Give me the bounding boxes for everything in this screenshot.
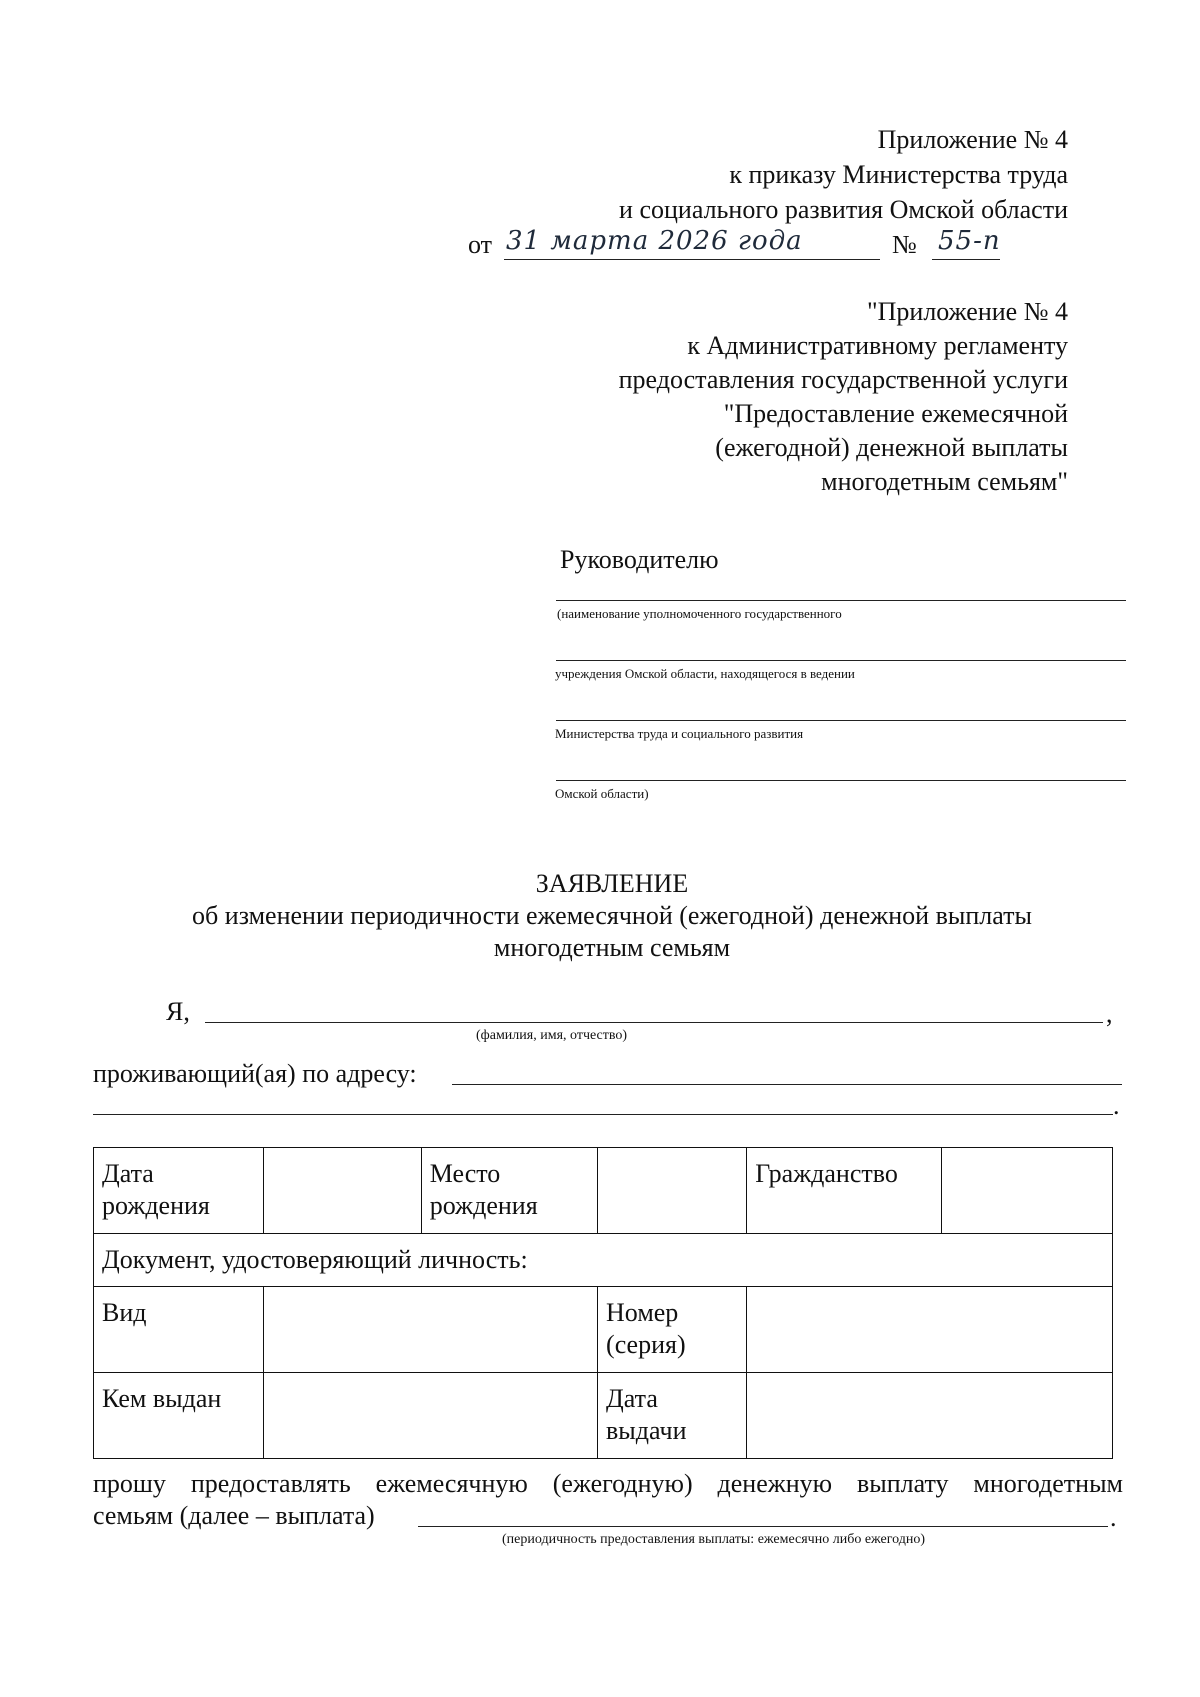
regulation-line6: многодетным семьям": [821, 467, 1068, 496]
birth-date-field[interactable]: [264, 1148, 421, 1234]
order-appendix-line2: к приказу Министерства труда: [729, 160, 1068, 189]
issued-by-field[interactable]: [264, 1373, 598, 1459]
handwritten-number: 55-п: [938, 226, 1001, 256]
issue-date-label: Дата выдачи: [598, 1373, 747, 1459]
doc-kind-field[interactable]: [264, 1287, 598, 1373]
doc-number-field[interactable]: [747, 1287, 1113, 1373]
addressee-note-2: учреждения Омской области, находящегося в ведении: [555, 666, 855, 681]
regulation-line2: к Административному регламенту: [687, 331, 1068, 360]
addressee-note-3: Министерства труда и социального развития: [555, 726, 804, 741]
date-underline: [504, 259, 880, 260]
addressee-line-3: [556, 720, 1126, 721]
document-subtitle-line2: многодетным семьям: [493, 933, 731, 962]
fio-input-line[interactable]: [205, 1022, 1103, 1023]
applicant-data-table: [93, 1147, 1113, 1459]
addressee-line-2: [556, 660, 1126, 661]
regulation-line5: (ежегодной) денежной выплаты: [715, 433, 1068, 462]
number-label: №: [892, 230, 917, 259]
handwritten-date: 31 марта 2026 года: [506, 226, 803, 256]
birth-place-label: Место рождения: [421, 1148, 597, 1234]
order-date-number-row: [468, 226, 1068, 265]
addressee-note-4: Омской области): [555, 786, 649, 801]
id-document-header: Документ, удостоверяющий личность:: [94, 1234, 1113, 1287]
address-label: проживающий(ая) по адресу:: [93, 1059, 417, 1088]
issued-by-label: Кем выдан: [94, 1373, 264, 1459]
addressee-title: Руководителю: [560, 545, 719, 574]
order-appendix-block: [468, 124, 1068, 264]
issue-date-field[interactable]: [747, 1373, 1113, 1459]
document-subtitle-line1: об изменении периодичности ежемесячной (ежегодной) денежной выплаты: [192, 901, 1032, 930]
birth-place-field[interactable]: [598, 1148, 747, 1234]
date-prefix: от: [468, 230, 493, 259]
address-input-line-1[interactable]: [452, 1084, 1122, 1085]
payment-period-note: (периодичность предоставления выплаты: ежемесячно либо ежегодно): [502, 1532, 926, 1547]
birth-date-label: Дата рождения: [94, 1148, 264, 1234]
table-row: [94, 1234, 1113, 1287]
fio-note: (фамилия, имя, отчество): [476, 1028, 628, 1043]
table-row: [94, 1373, 1113, 1459]
table-row: [94, 1287, 1113, 1373]
number-underline: [932, 259, 1000, 260]
citizenship-field[interactable]: [942, 1148, 1113, 1234]
order-appendix-line3: и социального развития Омской области: [619, 195, 1068, 224]
payment-period-input-line[interactable]: [418, 1526, 1108, 1527]
i-label: Я,: [166, 997, 190, 1026]
citizenship-label: Гражданство: [747, 1148, 942, 1234]
addressee-note-1: (наименование уполномоченного государственного: [557, 606, 842, 621]
request-line-2: семьям (далее – выплата): [93, 1501, 375, 1530]
addressee-line-1: [556, 600, 1126, 601]
request-period: .: [1110, 1503, 1117, 1532]
regulation-line4: "Предоставление ежемесячной: [723, 399, 1068, 428]
request-line-1: прошу предоставлять ежемесячную (ежегодную) денежную выплату многодетным: [93, 1469, 1123, 1498]
regulation-appendix-block: [468, 296, 1068, 496]
regulation-line3: предоставления государственной услуги: [618, 365, 1068, 394]
order-appendix-title: Приложение № 4: [877, 125, 1068, 154]
address-input-line-2[interactable]: [93, 1114, 1113, 1115]
addressee-line-4: [556, 780, 1126, 781]
regulation-appendix-title: "Приложение № 4: [867, 297, 1068, 326]
address-period: .: [1113, 1091, 1120, 1120]
doc-kind-label: Вид: [94, 1287, 264, 1373]
table-row: [94, 1148, 1113, 1234]
fio-comma: ,: [1106, 999, 1113, 1028]
doc-number-label: Номер (серия): [598, 1287, 747, 1373]
document-title: ЗАЯВЛЕНИЕ: [535, 869, 689, 898]
